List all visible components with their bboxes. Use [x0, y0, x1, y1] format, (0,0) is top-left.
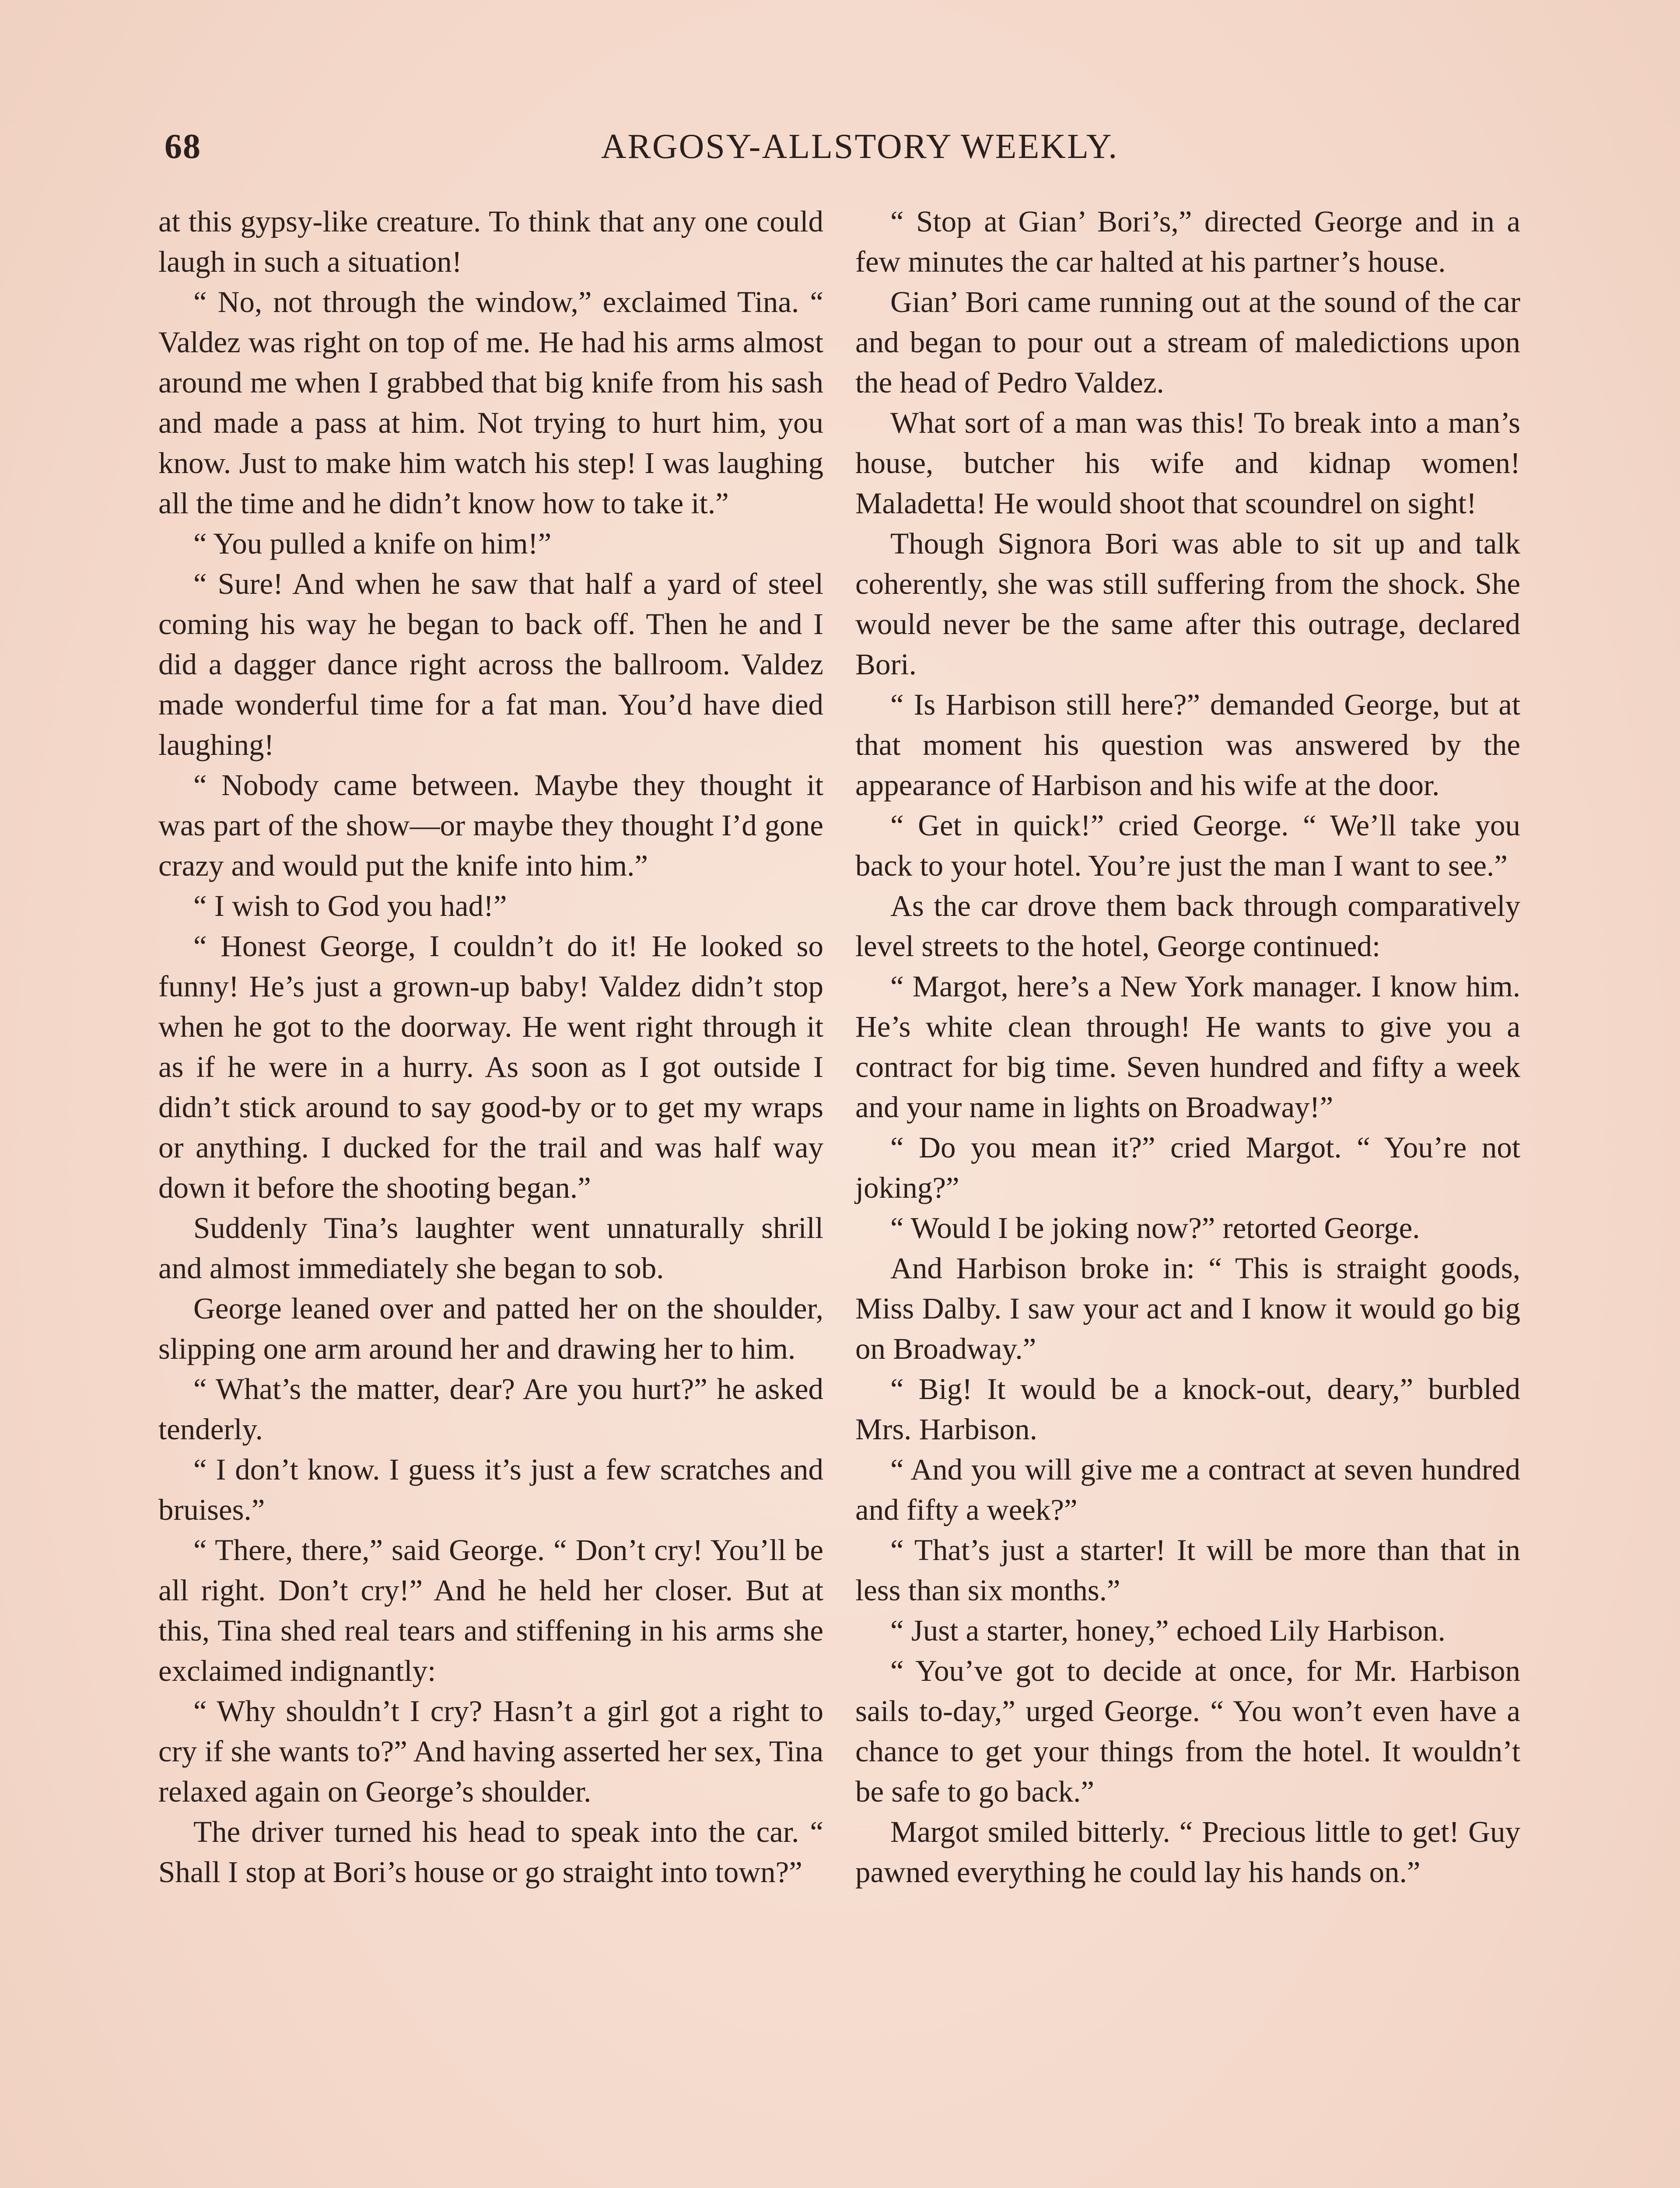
paragraph: “ Just a starter, honey,” echoed Lily Harbison.	[890, 1614, 1446, 1647]
paragraph: “ Big! It would be a knock-out, deary,” burbled Mrs. Harbison.	[855, 1372, 1520, 1446]
paragraph: “ Would I be joking now?” retorted George.	[890, 1211, 1420, 1245]
paragraph: Margot smiled bitterly. “ Precious little to get! Guy pawned everything he could lay his hands on.”	[855, 1815, 1520, 1889]
paragraph: “ Nobody came between. Maybe they thought it was part of the show—or maybe they thought I’d gone crazy and would put the knife into him.”	[158, 768, 823, 882]
paragraph: As the car drove them back through comparatively level streets to the hotel, George continued:	[855, 889, 1520, 963]
paragraph: Suddenly Tina’s laughter went unnaturally shrill and almost immediately she began to sob.	[158, 1211, 823, 1285]
paragraph: “ You’ve got to decide at once, for Mr. Harbison sails to-day,” urged George. “ You won’t even have a chance to get your things from the hotel. It wouldn’t be safe to go back.”	[855, 1654, 1520, 1808]
paragraph: “ You pulled a knife on him!”	[193, 527, 552, 560]
paragraph: “ Stop at Gian’ Bori’s,” directed George and in a few minutes the car halted at his partner’s house.	[855, 205, 1520, 278]
paragraph: Though Signora Bori was able to sit up and talk coherently, she was still suffering from the shock. She would never be the same after this outrage, declared Bori.	[855, 527, 1520, 681]
page-header	[158, 127, 1562, 179]
running-head: ARGOSY-ALLSTORY WEEKLY.	[601, 127, 1119, 166]
paragraph: “ There, there,” said George. “ Don’t cry! You’ll be all right. Don’t cry!” And he held her closer. But at this, Tina shed real tears and stiffening in his arms she exclaimed indignantly:	[158, 1533, 823, 1687]
paragraph: “ Why shouldn’t I cry? Hasn’t a girl got a right to cry if she wants to?” And having asserted her sex, Tina relaxed again on George’s shoulder.	[158, 1694, 823, 1808]
paragraph: “ That’s just a starter! It will be more than that in less than six months.”	[855, 1533, 1520, 1607]
paragraph: “ Sure! And when he saw that half a yard of steel coming his way he began to back off. Then he and I did a dagger dance right across the ballroom. Valdez made wonderful time for a fat man. You’d have died laughing!	[158, 567, 823, 761]
paragraph: “ Do you mean it?” cried Margot. “ You’re not joking?”	[855, 1131, 1520, 1204]
page-number: 68	[164, 127, 201, 166]
paragraph: “ I wish to God you had!”	[193, 889, 507, 922]
paragraph: “ I don’t know. I guess it’s just a few scratches and bruises.”	[158, 1453, 823, 1526]
paragraph: Gian’ Bori came running out at the sound of the car and began to pour out a stream of maledictions upon the head of Pedro Valdez.	[855, 285, 1520, 399]
paragraph: “ Is Harbison still here?” demanded George, but at that moment his question was answered by the appearance of Harbison and his wife at the door.	[855, 688, 1520, 802]
paragraph: at this gypsy-like creature. To think that any one could laugh in such a situation!	[158, 205, 823, 278]
paragraph: “ Get in quick!” cried George. “ We’ll take you back to your hotel. You’re just the man I want to see.”	[855, 809, 1520, 882]
left-column	[158, 201, 823, 1892]
paragraph: The driver turned his head to speak into the car. “ Shall I stop at Bori’s house or go straight into town?”	[158, 1815, 823, 1889]
paragraph: “ And you will give me a contract at seven hundred and fifty a week?”	[855, 1453, 1520, 1526]
paragraph: “ Honest George, I couldn’t do it! He looked so funny! He’s just a grown-up baby! Valdez didn’t stop when he got to the doorway. He went right through it as if he were in a hurry. As soon as I got outside I didn’t stick around to say good-by or to get my wraps or anything. I ducked for the trail and was half way down it before the shooting began.”	[158, 929, 823, 1204]
paragraph: “ No, not through the window,” exclaimed Tina. “ Valdez was right on top of me. He had his arms almost around me when I grabbed that big knife from his sash and made a pass at him. Not trying to hurt him, you know. Just to make him watch his step! I was laughing all the time and he didn’t know how to take it.”	[158, 285, 823, 520]
right-column	[855, 201, 1520, 1892]
paragraph: George leaned over and patted her on the shoulder, slipping one arm around her and drawing her to him.	[158, 1292, 823, 1365]
paragraph: And Harbison broke in: “ This is straight goods, Miss Dalby. I saw your act and I know it would go big on Broadway.”	[855, 1252, 1520, 1365]
paragraph: “ Margot, here’s a New York manager. I know him. He’s white clean through! He wants to give you a contract for big time. Seven hundred and fifty a week and your name in lights on Broadway!”	[855, 970, 1520, 1124]
paragraph: “ What’s the matter, dear? Are you hurt?” he asked tenderly.	[158, 1372, 823, 1446]
paragraph: What sort of a man was this! To break into a man’s house, butcher his wife and kidnap women! Maladetta! He would shoot that scoundrel on sight!	[855, 406, 1520, 520]
